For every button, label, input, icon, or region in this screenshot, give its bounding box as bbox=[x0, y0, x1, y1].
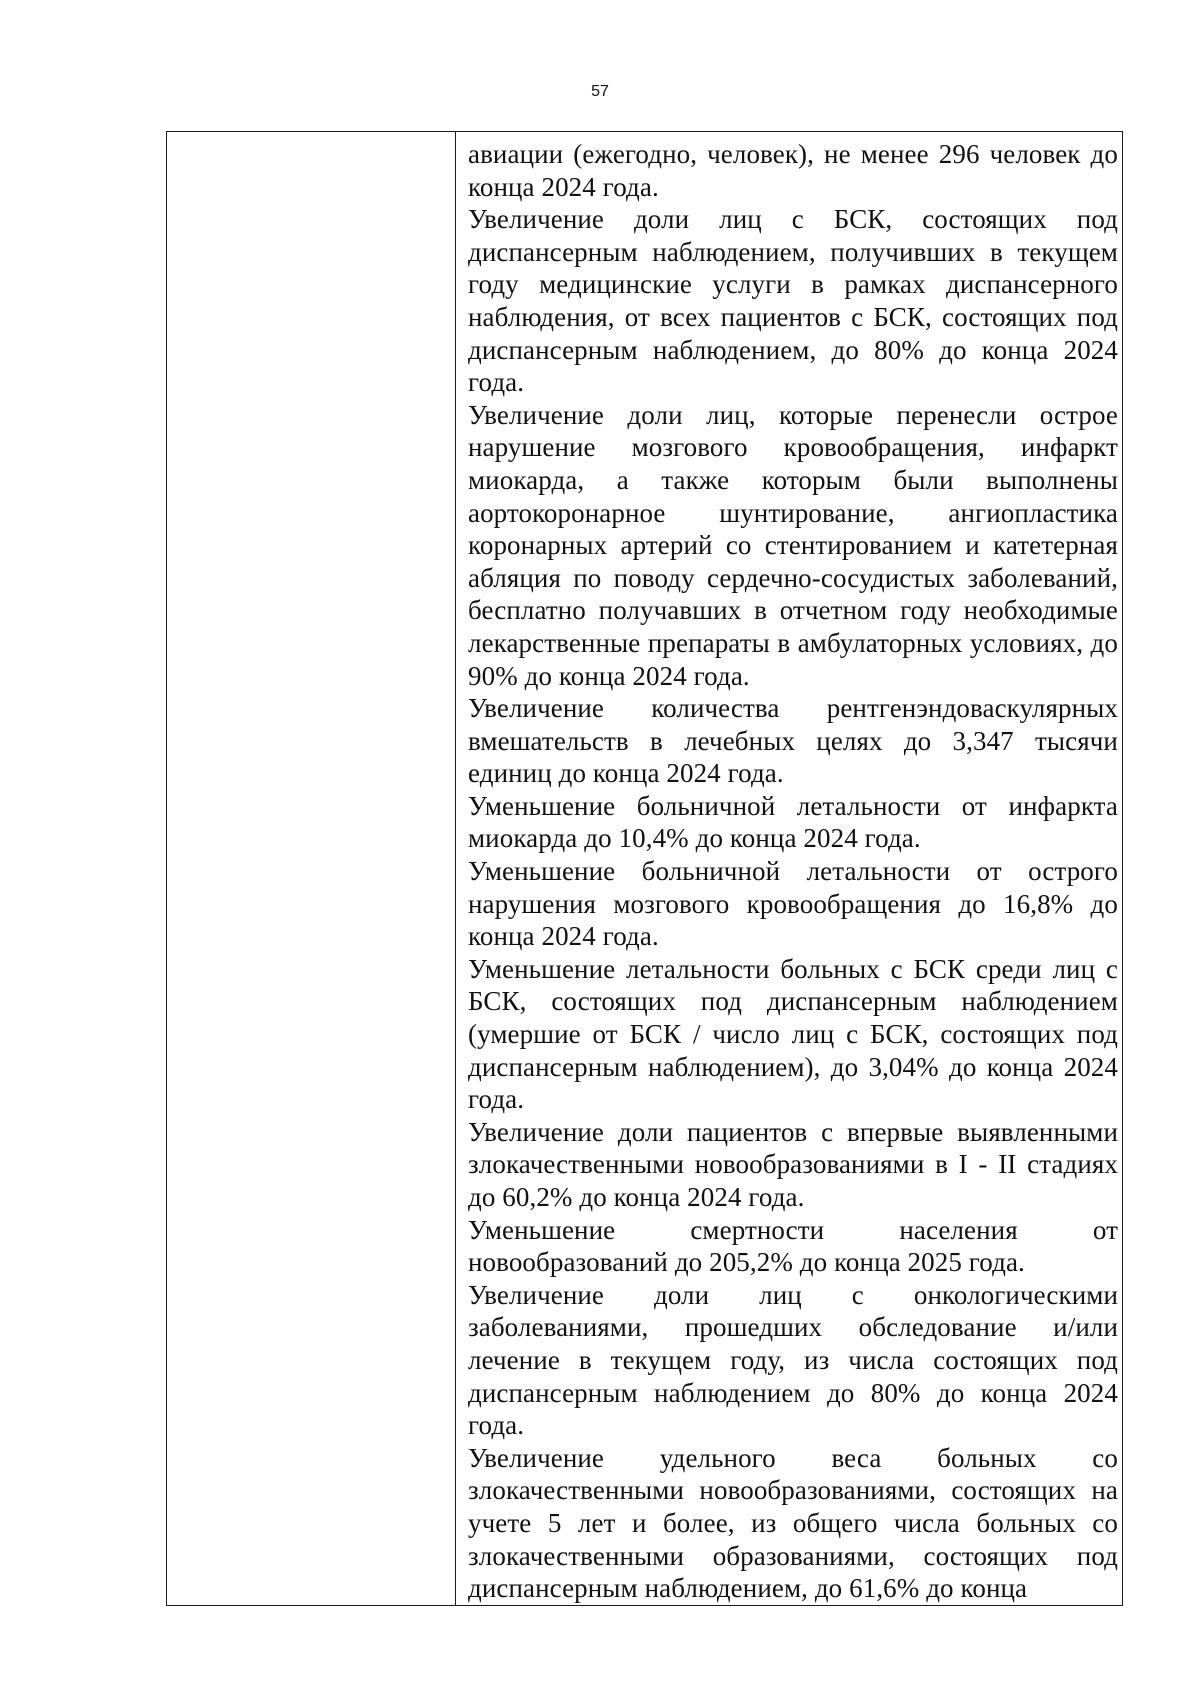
paragraph-2: Увеличение доли лиц с БСК, состоящих под диспансерным наблюдением, получивших в текущем году медицинские услуги в рамках диспансерного наблюдения, от всех пациентов с БСК, состоящих под диспансерным наблюдением, до 80% до конца 2024 года. bbox=[468, 204, 1118, 398]
paragraph-11: Увеличение удельного веса больных со злокачественными новообразованиями, состоящих на учете 5 лет и более, из общего числа больных со злокачественными образованиями, состоящих под диспансерным наблюдением, до 61,6% до конца bbox=[468, 1442, 1118, 1604]
paragraph-8: Увеличение доли пациентов с впервые выявленными злокачественными новообразованиями в I - II стадиях до 60,2% до конца 2024 года. bbox=[468, 1116, 1118, 1212]
table-cell-left bbox=[167, 132, 456, 1606]
cell-text-block bbox=[456, 132, 1122, 1605]
page-number: 57 bbox=[591, 83, 609, 100]
paragraph-1: авиации (ежегодно, человек), не менее 296 человек до конца 2024 года. bbox=[468, 139, 1118, 202]
document-table bbox=[166, 131, 1123, 1606]
paragraph-7: Уменьшение летальности больных с БСК среди лиц с БСК, состоящих под диспансерным наблюдением (умершие от БСК / число лиц с БСК, состоящих под диспансерным наблюдением), до 3,04% до конца 2024 года. bbox=[468, 953, 1118, 1115]
paragraph-3: Увеличение доли лиц, которые перенесли острое нарушение мозгового кровообращения, инфаркт миокарда, а также которым были выполнены аортокоронарное шунтирование, ангиопластика коронарных артерий со стентированием и катетерная абляция по поводу сердечно-сосудистых заболеваний, бесплатно получавших в отчетном году необходимые лекарственные препараты в амбулаторных условиях, до 90% до конца 2024 года. bbox=[468, 399, 1118, 691]
paragraph-5: Уменьшение больничной летальности от инфаркта миокарда до 10,4% до конца 2024 года. bbox=[468, 790, 1118, 854]
table-row bbox=[167, 132, 1123, 1606]
paragraph-10: Увеличение доли лиц с онкологическими заболеваниями, прошедших обследование и/или лечение в текущем году, из числа состоящих под диспансерным наблюдением до 80% до конца 2024 года. bbox=[468, 1279, 1118, 1441]
paragraph-6: Уменьшение больничной летальности от острого нарушения мозгового кровообращения до 16,8% до конца 2024 года. bbox=[468, 856, 1118, 952]
paragraph-9: Уменьшение смертности населения от новообразований до 205,2% до конца 2025 года. bbox=[468, 1214, 1118, 1278]
table-cell-right bbox=[456, 132, 1123, 1606]
paragraph-4: Увеличение количества рентгенэндоваскулярных вмешательств в лечебных целях до 3,347 тысячи единиц до конца 2024 года. bbox=[468, 693, 1118, 789]
